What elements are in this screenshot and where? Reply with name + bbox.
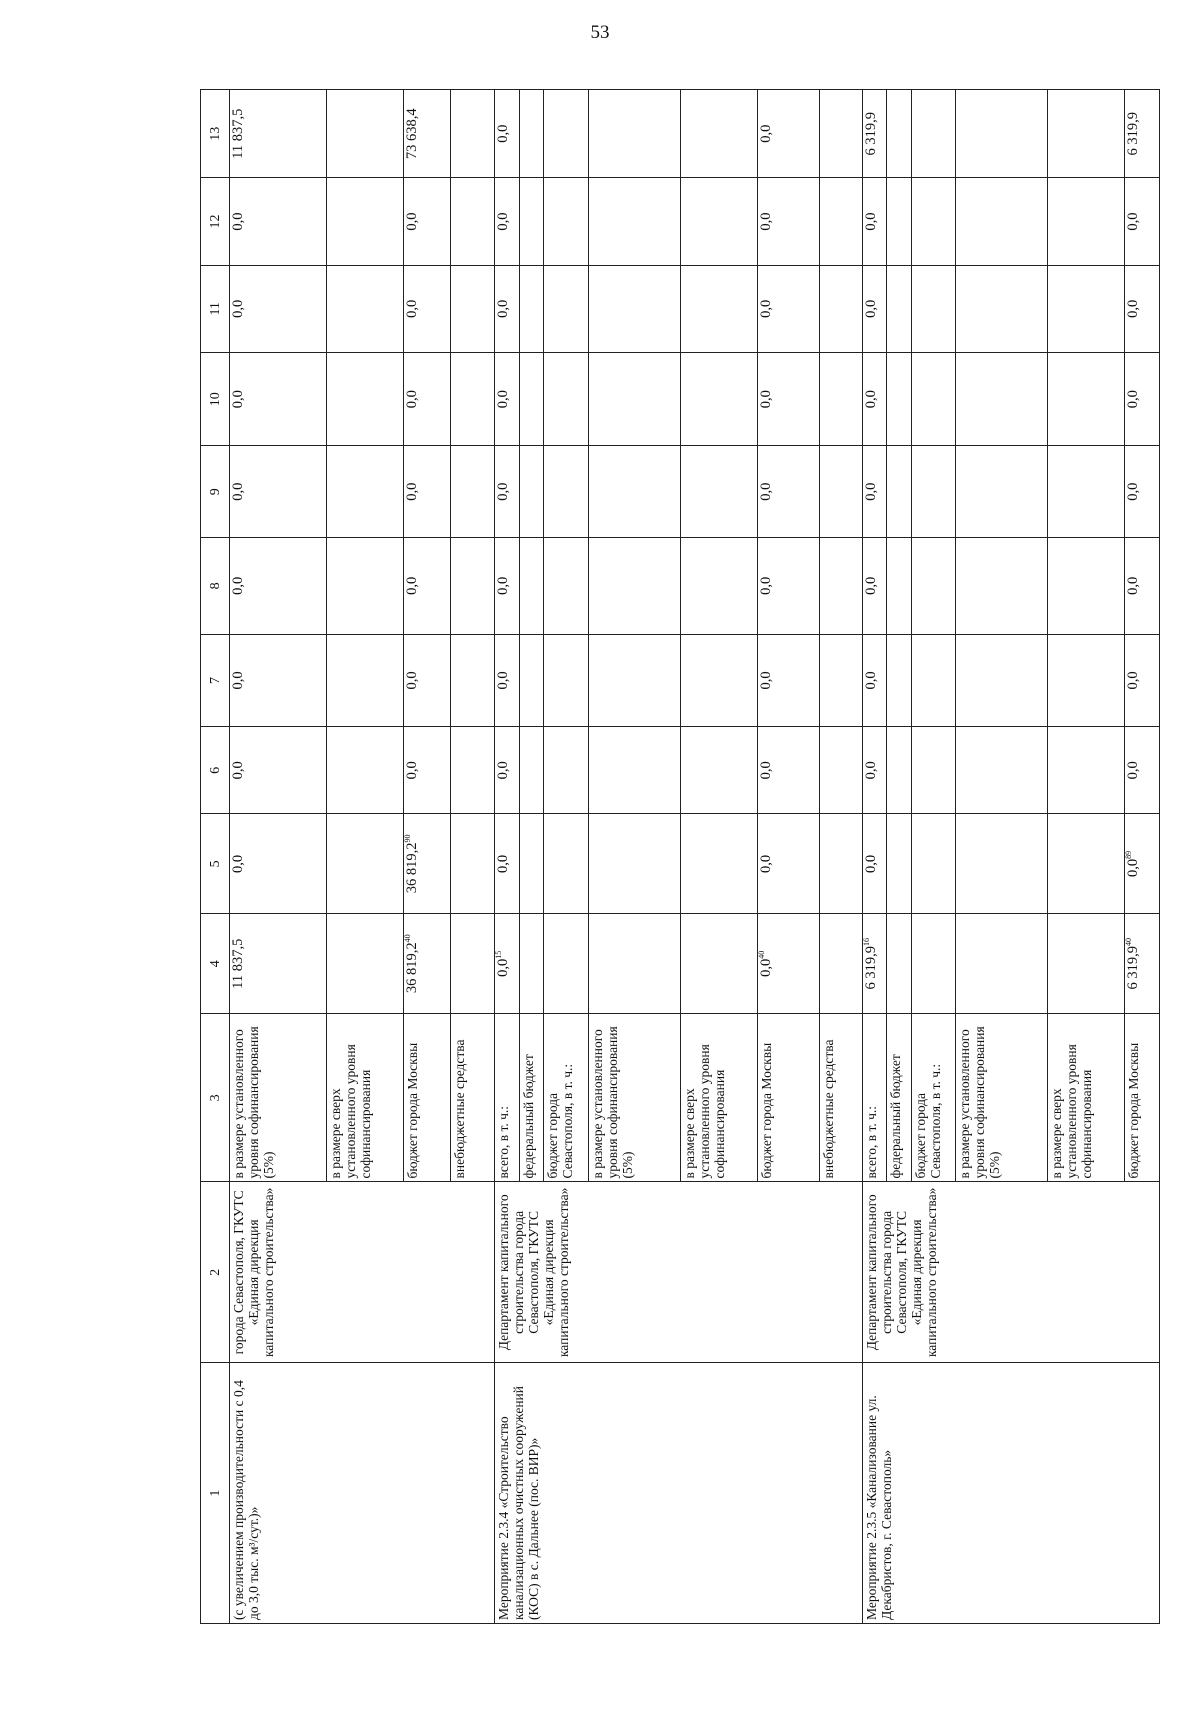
value-cell: 0,0 — [494, 537, 519, 634]
funding-source: бюджет города Москвы — [404, 1014, 450, 1182]
funding-source: в размере сверх установленного уровня софинансирования — [327, 1014, 404, 1182]
footnote-mark: 40 — [403, 934, 413, 943]
table-row — [230, 90, 327, 1624]
col-header-5: 5 — [201, 814, 230, 914]
funding-source: бюджет города Москвы — [758, 1014, 820, 1182]
measure-name: (с увеличением производительности с 0,4 до 3,0 тыс. м³/сут.)» — [230, 1363, 495, 1624]
col-header-2: 2 — [201, 1182, 230, 1363]
col-header-12: 12 — [201, 178, 230, 265]
value-cell: 11 837,5 — [230, 90, 327, 178]
value-cell: 0,0 — [404, 537, 450, 634]
value-cell: 0,0 — [863, 634, 887, 727]
value-cell: $0,0^{15}$ — [494, 914, 519, 1014]
value-cell: 0,0 — [758, 814, 820, 914]
value-cell: 6 319,9 — [1124, 90, 1159, 178]
table-row — [494, 90, 519, 1624]
funding-source: федеральный бюджет — [887, 1014, 911, 1182]
value-cell: $0,0^{40}$ — [758, 914, 820, 1014]
col-header-11: 11 — [201, 265, 230, 352]
funding-source: бюджет города Москвы — [1124, 1014, 1159, 1182]
value-cell: 6 319,9 — [863, 90, 887, 178]
executor: города Севастополя, ГКУТС «Единая дирекция капитального строительства» — [230, 1182, 495, 1363]
table-row — [863, 90, 887, 1624]
value-cell: 0,0 — [494, 265, 519, 352]
header-row — [201, 90, 230, 1624]
value-cell: 73 638,4 — [404, 90, 450, 178]
budget-table — [200, 89, 1160, 1624]
value-cell: 0,0 — [494, 352, 519, 446]
footnote-mark: 90 — [403, 834, 413, 843]
footnote-mark: 40 — [757, 950, 767, 959]
footnote-mark: 16 — [862, 938, 872, 947]
value-cell: 0,0 — [404, 634, 450, 727]
value-cell: 6 319,9$^{40}$ — [1124, 914, 1159, 1014]
value-cell: 0,0 — [494, 446, 519, 537]
funding-source: всего, в т. ч.: — [494, 1014, 519, 1182]
funding-source: в размере сверх установленного уровня софинансирования — [681, 1014, 758, 1182]
value-cell: 0,0 — [863, 537, 887, 634]
col-header-9: 9 — [201, 446, 230, 537]
col-header-6: 6 — [201, 727, 230, 814]
footnote-mark: 40 — [1123, 938, 1133, 947]
funding-source: бюджет города Севастополя, в т. ч.: — [911, 1014, 955, 1182]
value-cell: 11 837,5 — [230, 914, 327, 1014]
value-cell: 0,0 — [404, 178, 450, 265]
value-cell: 36 819,2$^{40}$ — [404, 914, 450, 1014]
value-cell: 0,0 — [404, 727, 450, 814]
value-cell: 0,0 — [758, 352, 820, 446]
value-cell: 0,0 — [1124, 178, 1159, 265]
value-cell: 0,0 — [1124, 352, 1159, 446]
table-wrapper — [200, 89, 1160, 1624]
value-cell: 0,0 — [404, 352, 450, 446]
value-cell: 0,0 — [758, 178, 820, 265]
value-cell: 0,0 — [758, 265, 820, 352]
value-cell: 0,0 — [494, 90, 519, 178]
value-cell: 6 319,9$^{16}$ — [863, 914, 887, 1014]
value-cell: $0,0^{89}$ — [1124, 814, 1159, 914]
executor: Департамент капитального строительства города Севастополя, ГКУТС «Единая дирекция капитального строительства» — [494, 1182, 862, 1363]
col-header-10: 10 — [201, 352, 230, 446]
value-cell: 0,0 — [404, 265, 450, 352]
value-cell: 0,0 — [230, 537, 327, 634]
col-header-4: 4 — [201, 914, 230, 1014]
value-cell: 0,0 — [230, 265, 327, 352]
value-cell: 0,0 — [494, 634, 519, 727]
funding-source: федеральный бюджет — [520, 1014, 544, 1182]
value-cell: 0,0 — [1124, 446, 1159, 537]
footnote-mark: 89 — [1123, 850, 1133, 859]
value-cell: 0,0 — [230, 814, 327, 914]
value-cell: 0,0 — [404, 446, 450, 537]
funding-source: в размере установленного уровня софинансирования (5%) — [588, 1014, 681, 1182]
value-cell: 36 819,2$^{90}$ — [404, 814, 450, 914]
value-cell: 0,0 — [863, 178, 887, 265]
col-header-1: 1 — [201, 1363, 230, 1624]
value-cell: 0,0 — [230, 446, 327, 537]
value-cell: 0,0 — [758, 727, 820, 814]
col-header-13: 13 — [201, 90, 230, 178]
funding-source: в размере сверх установленного уровня софинансирования — [1048, 1014, 1124, 1182]
value-cell: 0,0 — [230, 178, 327, 265]
col-header-7: 7 — [201, 634, 230, 727]
funding-source: внебюджетные средства — [450, 1014, 494, 1182]
value-cell: 0,0 — [758, 537, 820, 634]
value-cell: 0,0 — [494, 727, 519, 814]
value-cell: 0,0 — [1124, 537, 1159, 634]
value-cell: 0,0 — [863, 727, 887, 814]
value-cell: 0,0 — [758, 634, 820, 727]
funding-source: всего, в т. ч.: — [863, 1014, 887, 1182]
page-number: 53 — [590, 22, 610, 43]
value-cell: 0,0 — [230, 352, 327, 446]
value-cell: 0,0 — [863, 446, 887, 537]
value-cell: 0,0 — [1124, 727, 1159, 814]
funding-source: внебюджетные средства — [820, 1014, 863, 1182]
measure-name: Мероприятие 2.3.5 «Канализование ул. Декабристов, г. Севастополь» — [863, 1363, 1160, 1624]
footnote-mark: 15 — [493, 950, 503, 959]
measure-name: Мероприятие 2.3.4 «Строительство канализационных очистных сооружений (КОС) в с. Дальнее (пос. ВИР)» — [494, 1363, 862, 1624]
executor: Департамент капитального строительства города Севастополя, ГКУТС «Единая дирекция капитального строительства» — [863, 1182, 1160, 1363]
value-cell: 0,0 — [758, 446, 820, 537]
funding-source: в размере установленного уровня софинансирования (5%) — [230, 1014, 327, 1182]
funding-source: бюджет города Севастополя, в т. ч.: — [544, 1014, 588, 1182]
value-cell: 0,0 — [1124, 634, 1159, 727]
value-cell: 0,0 — [494, 814, 519, 914]
col-header-3: 3 — [201, 1014, 230, 1182]
value-cell: 0,0 — [494, 178, 519, 265]
value-cell: 0,0 — [230, 727, 327, 814]
value-cell: 0,0 — [863, 814, 887, 914]
col-header-8: 8 — [201, 537, 230, 634]
value-cell: 0,0 — [863, 352, 887, 446]
value-cell: 0,0 — [863, 265, 887, 352]
value-cell: 0,0 — [230, 634, 327, 727]
value-cell: 0,0 — [758, 90, 820, 178]
value-cell: 0,0 — [1124, 265, 1159, 352]
funding-source: в размере установленного уровня софинансирования (5%) — [955, 1014, 1048, 1182]
